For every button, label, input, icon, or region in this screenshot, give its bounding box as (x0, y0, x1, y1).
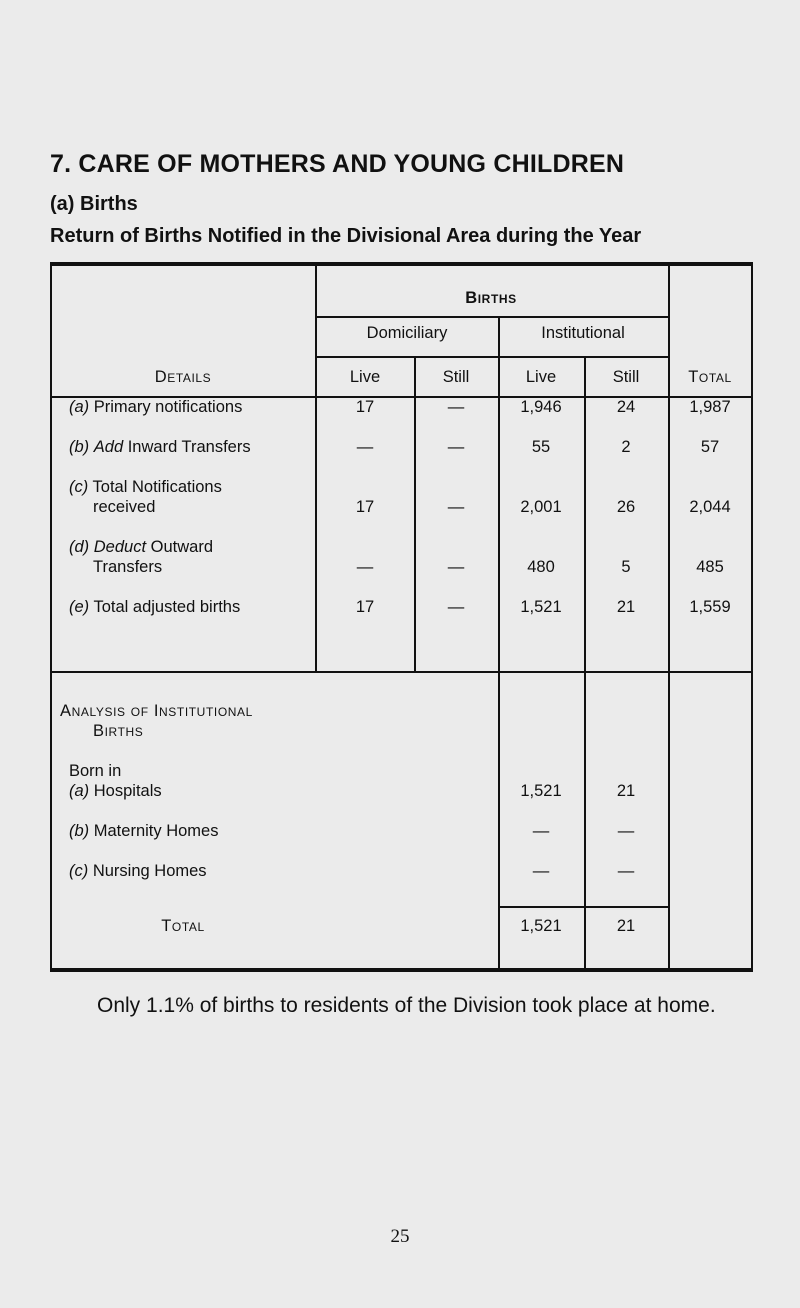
col-divider-5 (668, 266, 670, 673)
cell-total: 1,987 (689, 398, 731, 416)
footnote: Only 1.1% of births to residents of the Division took place at home. (97, 994, 716, 1017)
row-label: Total adjusted births (93, 598, 241, 616)
cell-inst-still: 5 (621, 558, 631, 576)
analysis-heading-cont: Births (93, 722, 144, 740)
header-dom-live: Live (349, 368, 381, 386)
header-inst-live: Live (525, 368, 557, 386)
cell-dom-still: — (447, 598, 465, 616)
header-inst-still: Still (612, 368, 640, 386)
header-details: Details (154, 368, 212, 386)
cell-dom-live: 17 (355, 498, 375, 516)
row-c-label (69, 478, 222, 497)
row-prefix: (a) (69, 398, 90, 416)
cell-inst-still: 21 (616, 598, 636, 616)
row-d-label (69, 538, 213, 557)
row-b-label (69, 438, 251, 457)
table-bottom-rule (50, 968, 753, 972)
cell-inst-still: 26 (616, 498, 636, 516)
cell-inst-live: — (532, 822, 550, 840)
cell-total: 1,559 (689, 598, 731, 616)
row-label: Outward (150, 538, 213, 556)
cell-inst-still: 21 (616, 782, 636, 800)
row-label: Nursing Homes (92, 862, 207, 880)
row-prefix: (c) (69, 478, 89, 496)
analysis-divider-3 (668, 673, 670, 968)
births-under-rule (315, 316, 668, 318)
analysis-total-rule (498, 906, 668, 908)
cell-dom-live: 17 (355, 598, 375, 616)
cell-inst-live: 55 (531, 438, 551, 456)
analysis-row-hospitals (69, 782, 162, 801)
analysis-row-maternity (69, 822, 218, 841)
row-a-label (69, 398, 242, 417)
col-divider-4 (584, 356, 586, 673)
cell-dom-live: — (356, 558, 374, 576)
cell-inst-still: 2 (621, 438, 631, 456)
row-prefix: (d) (69, 538, 90, 556)
page-number: 25 (390, 1226, 410, 1247)
cell-inst-live: 1,521 (520, 598, 562, 616)
header-dom-still: Still (442, 368, 470, 386)
analysis-divider-2 (584, 673, 586, 968)
analysis-total-live: 1,521 (520, 917, 562, 935)
row-e-label (69, 598, 240, 617)
row-label: Hospitals (93, 782, 162, 800)
row-label: Maternity Homes (93, 822, 219, 840)
cell-total: 2,044 (689, 498, 731, 516)
row-d-label-cont: Transfers (93, 558, 163, 576)
row-label-italic: Add (93, 438, 124, 456)
row-label: Total Notifications (92, 478, 222, 496)
cell-dom-still: — (447, 498, 465, 516)
cell-inst-still: — (617, 862, 635, 880)
cell-total: 485 (696, 558, 724, 576)
col-divider-3 (498, 316, 500, 673)
row-label-italic: Deduct (93, 538, 147, 556)
analysis-total-still: 21 (616, 917, 636, 935)
subsection-title: (a) Births (50, 193, 138, 215)
cell-inst-live: 480 (527, 558, 555, 576)
table-title: Return of Births Notified in the Divisional Area during the Year (50, 225, 642, 247)
analysis-total-label: Total (161, 917, 205, 935)
table-top-rule (50, 262, 753, 266)
cell-dom-still: — (447, 398, 465, 416)
header-domiciliary: Domiciliary (366, 324, 448, 342)
section-separator-rule (50, 671, 753, 673)
cell-total: 57 (700, 438, 720, 456)
cell-inst-still: 24 (616, 398, 636, 416)
cell-inst-still: — (617, 822, 635, 840)
cell-inst-live: — (532, 862, 550, 880)
table-left-border (50, 262, 52, 972)
born-in-label: Born in (69, 762, 122, 780)
row-prefix: (c) (69, 862, 89, 880)
row-prefix: (a) (69, 782, 90, 800)
table-right-border (751, 262, 753, 972)
subgroup-under-rule (315, 356, 668, 358)
cell-inst-live: 1,521 (520, 782, 562, 800)
cell-dom-still: — (447, 438, 465, 456)
row-prefix: (b) (69, 438, 90, 456)
cell-dom-live: — (356, 438, 374, 456)
analysis-row-nursing (69, 862, 207, 881)
cell-dom-live: 17 (355, 398, 375, 416)
col-divider-1 (315, 266, 317, 673)
col-divider-2 (414, 356, 416, 673)
header-total: Total (688, 368, 732, 386)
cell-dom-still: — (447, 558, 465, 576)
cell-inst-live: 1,946 (520, 398, 562, 416)
cell-inst-live: 2,001 (520, 498, 562, 516)
header-births: Births (465, 289, 517, 307)
analysis-divider-1 (498, 673, 500, 968)
row-prefix: (e) (69, 598, 90, 616)
section-title: 7. CARE OF MOTHERS AND YOUNG CHILDREN (50, 150, 625, 178)
row-c-label-cont: received (93, 498, 156, 516)
analysis-heading: Analysis of Institutional (60, 702, 253, 720)
row-label: Inward Transfers (127, 438, 251, 456)
row-label: Primary notifications (93, 398, 243, 416)
row-prefix: (b) (69, 822, 90, 840)
header-institutional: Institutional (541, 324, 625, 342)
